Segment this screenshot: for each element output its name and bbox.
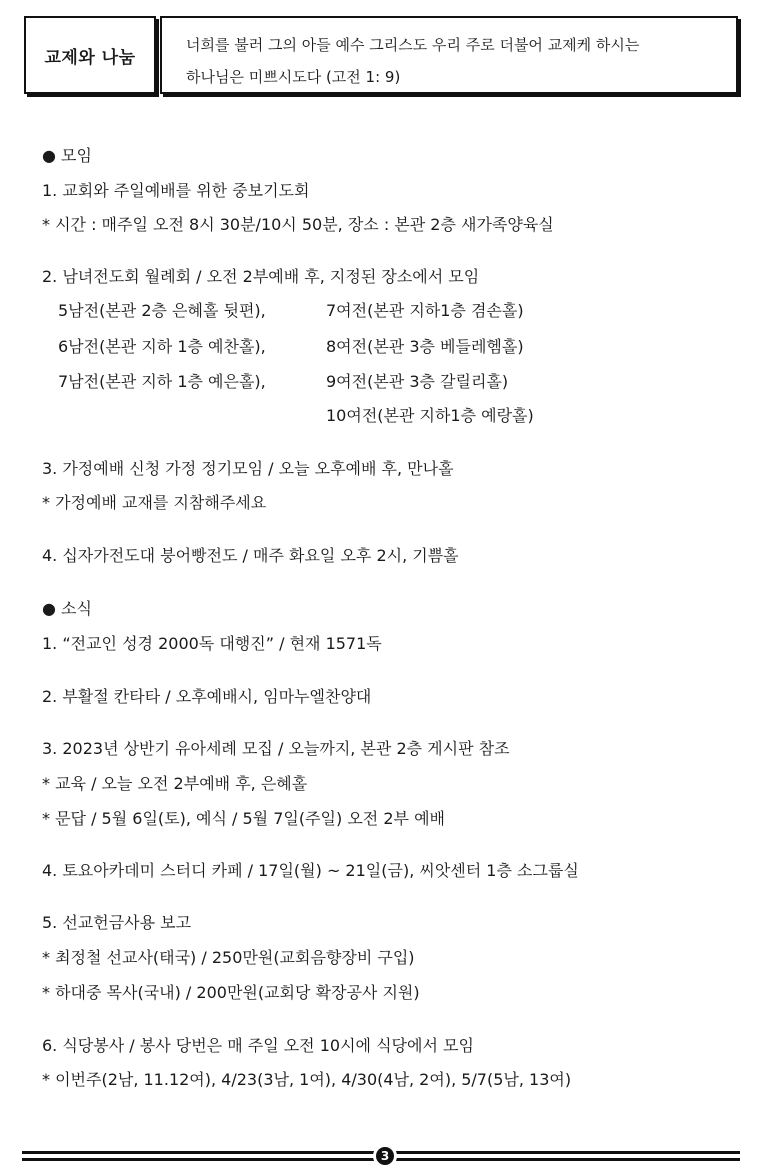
gathering-item-1-note: * 시간 : 매주일 오전 8시 30분/10시 50분, 장소 : 본관 2층 새가족양육실 xyxy=(42,215,554,234)
news-item-6: 6. 식당봉사 / 봉사 당번은 매 주일 오전 10시에 식당에서 모임 xyxy=(42,1036,474,1055)
page-number: 3 xyxy=(376,1147,394,1165)
gathering-item-3: 3. 가정예배 신청 가정 정기모임 / 오늘 오후예배 후, 만나홀 xyxy=(42,459,454,478)
scripture-verse-box xyxy=(160,16,738,94)
news-item-5-note-1: * 최정철 선교사(태국) / 250만원(교회음향장비 구입) xyxy=(42,948,415,967)
news-item-5: 5. 선교헌금사용 보고 xyxy=(42,913,192,932)
womens-group-1: 7여전(본관 지하1층 겸손홀) xyxy=(326,301,524,320)
gathering-heading: ● 모임 xyxy=(42,146,92,165)
gathering-item-1: 1. 교회와 주일예배를 위한 중보기도회 xyxy=(42,181,310,200)
verse-line-2: 하나님은 미쁘시도다 (고전 1: 9) xyxy=(186,68,401,86)
mens-group-1: 5남전(본관 2층 은혜홀 뒷편), xyxy=(58,301,266,320)
verse-line-1: 너희를 불러 그의 아들 예수 그리스도 우리 주로 더불어 교제케 하시는 xyxy=(186,36,640,54)
womens-group-4: 10여전(본관 지하1층 예랑홀) xyxy=(326,406,534,425)
news-item-3: 3. 2023년 상반기 유아세례 모집 / 오늘까지, 본관 2층 게시판 참조 xyxy=(42,739,510,758)
womens-group-2: 8여전(본관 3층 베들레헴홀) xyxy=(326,337,524,356)
news-heading: ● 소식 xyxy=(42,599,92,618)
news-item-3-note-1: * 교육 / 오늘 오전 2부예배 후, 은혜홀 xyxy=(42,774,308,793)
news-item-2: 2. 부활절 칸타타 / 오후예배시, 임마누엘찬양대 xyxy=(42,687,372,706)
mens-group-3: 7남전(본관 지하 1층 예은홀), xyxy=(58,372,266,391)
gathering-item-4: 4. 십자가전도대 붕어빵전도 / 매주 화요일 오후 2시, 기쁨홀 xyxy=(42,546,459,565)
news-item-4: 4. 토요아카데미 스터디 카페 / 17일(월) ~ 21일(금), 씨앗센터 1층 소그룹실 xyxy=(42,861,579,880)
womens-group-3: 9여전(본관 3층 갈릴리홀) xyxy=(326,372,509,391)
news-item-1: 1. “전교인 성경 2000독 대행진” / 현재 1571독 xyxy=(42,634,382,653)
page-title: 교제와 나눔 xyxy=(24,16,156,94)
gathering-item-3-note: * 가정예배 교재를 지참해주세요 xyxy=(42,493,267,512)
news-item-6-note: * 이번주(2남, 11.12여), 4/23(3남, 1여), 4/30(4남, 2여), 5/7(5남, 13여) xyxy=(42,1070,572,1089)
news-item-3-note-2: * 문답 / 5월 6일(토), 예식 / 5월 7일(주일) 오전 2부 예배 xyxy=(42,809,445,828)
gathering-item-2: 2. 남녀전도회 월례회 / 오전 2부예배 후, 지정된 장소에서 모임 xyxy=(42,267,480,286)
mens-group-2: 6남전(본관 지하 1층 예찬홀), xyxy=(58,337,266,356)
news-item-5-note-2: * 하대중 목사(국내) / 200만원(교회당 확장공사 지원) xyxy=(42,983,420,1002)
